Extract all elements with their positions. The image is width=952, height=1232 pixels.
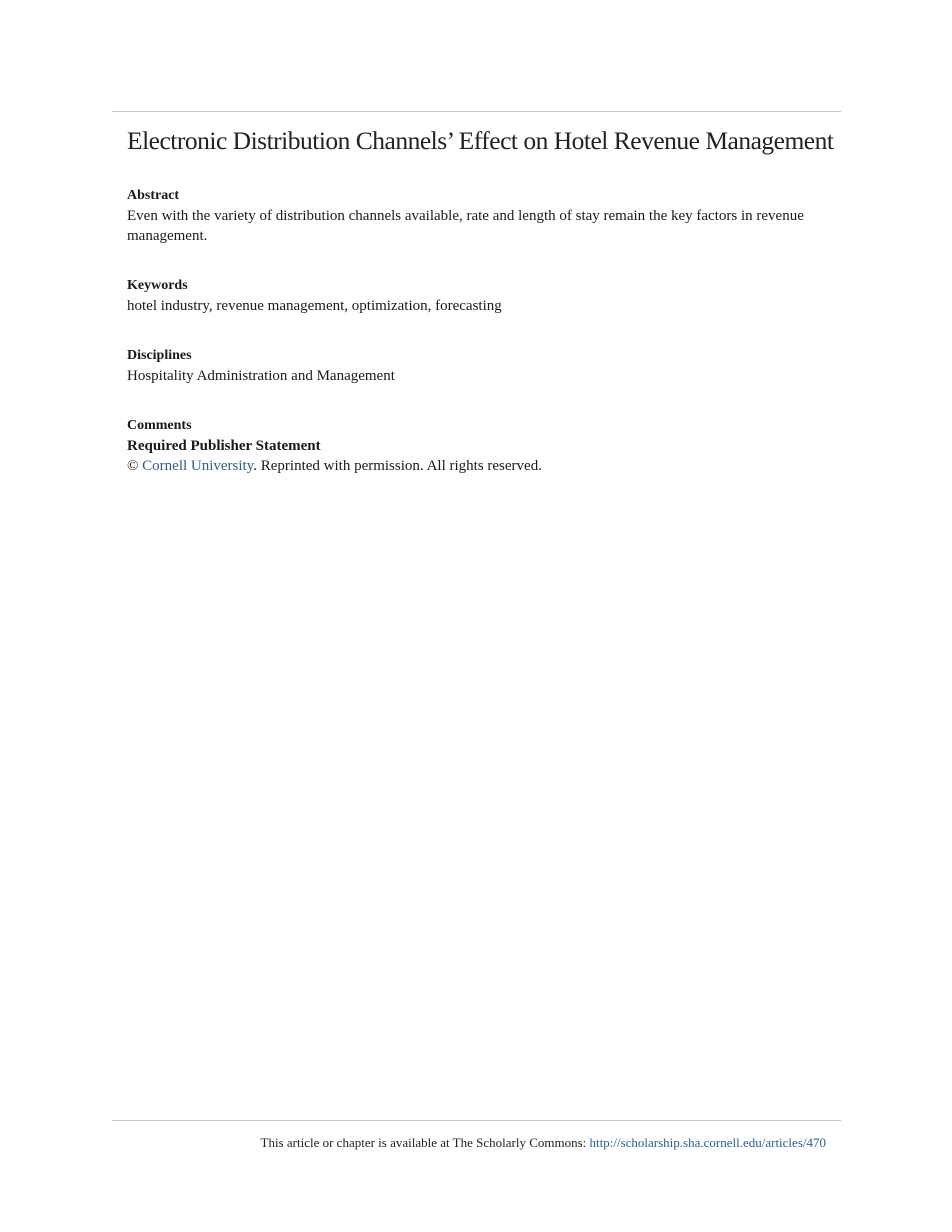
abstract-heading: Abstract — [127, 188, 180, 203]
comments-section — [127, 416, 807, 476]
cornell-university-link[interactable]: Cornell University — [142, 458, 254, 474]
footer-availability — [261, 1134, 826, 1152]
statement-text: . Reprinted with permission. All rights reserved. — [253, 458, 542, 474]
disciplines-text: Hospitality Administration and Management — [127, 368, 395, 384]
keywords-section — [127, 276, 807, 316]
publisher-statement — [127, 456, 807, 476]
keywords-heading: Keywords — [127, 278, 188, 293]
abstract-text: Even with the variety of distribution channels available, rate and length of stay remain the key factors in revenue management. — [127, 208, 804, 244]
document-title: Electronic Distribution Channels’ Effect on Hotel Revenue Management — [127, 126, 834, 155]
footer-divider — [112, 1120, 841, 1121]
footer-text: This article or chapter is available at The Scholarly Commons: — [260, 1135, 590, 1150]
header-divider — [112, 111, 841, 112]
abstract-section — [127, 186, 807, 246]
disciplines-heading: Disciplines — [127, 348, 192, 363]
copyright-symbol: © — [127, 458, 139, 474]
footer-article-link[interactable]: http://scholarship.sha.cornell.edu/articles/470 — [589, 1135, 826, 1150]
publisher-statement-heading: Required Publisher Statement — [127, 438, 321, 454]
disciplines-section — [127, 346, 807, 386]
keywords-text: hotel industry, revenue management, optimization, forecasting — [127, 298, 502, 314]
comments-heading: Comments — [127, 418, 192, 433]
